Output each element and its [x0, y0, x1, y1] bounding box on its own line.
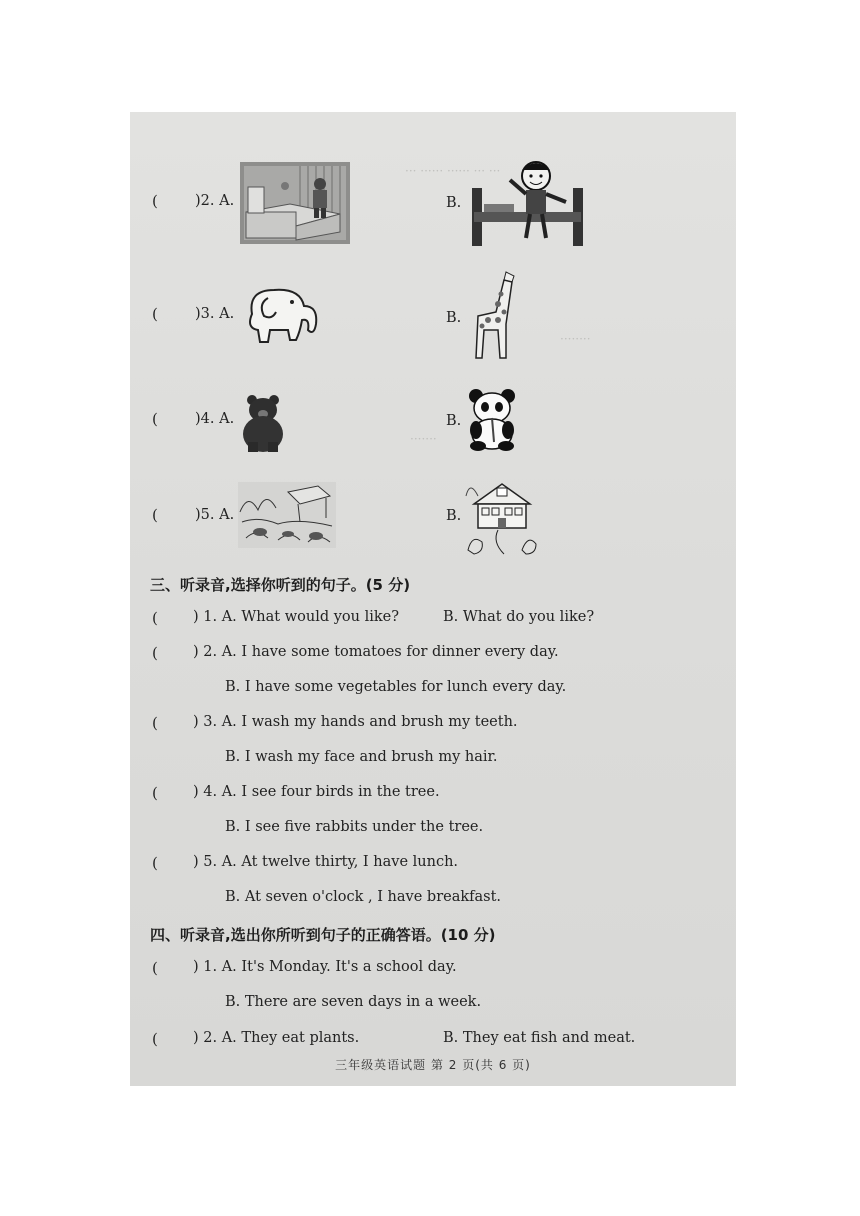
answer-paren[interactable]: (: [152, 192, 158, 210]
question-1-option-b: B. What do you like?: [443, 609, 595, 625]
question-4-option-a: ) 4. A. I see four birds in the tree.: [193, 784, 440, 800]
item-number: )5. A.: [195, 507, 235, 523]
answer-paren[interactable]: (: [152, 305, 158, 323]
question-3-option-b: B. I wash my face and brush my hair.: [225, 749, 498, 765]
bleed-through: ········: [560, 332, 591, 346]
question-1-option-a: ) 1. A. What would you like?: [193, 609, 400, 625]
section-3-heading: 三、听录音,选择你听到的句子。(5 分): [150, 576, 411, 594]
item-number: )2. A.: [195, 193, 235, 209]
panda-picture: [464, 388, 520, 452]
question-3-option-a: ) 3. A. I wash my hands and brush my teeth.: [193, 714, 518, 730]
boy-waking-up-picture: [470, 158, 585, 248]
farm-park-picture: [238, 482, 336, 548]
answer-paren[interactable]: (: [152, 854, 158, 872]
response-1-option-b: B. There are seven days in a week.: [225, 994, 482, 1010]
bear-picture: [238, 394, 288, 454]
response-1-option-a: ) 1. A. It's Monday. It's a school day.: [193, 959, 457, 975]
answer-paren[interactable]: (: [152, 410, 158, 428]
answer-paren[interactable]: (: [152, 609, 158, 627]
option-b-label: B.: [446, 195, 462, 211]
item-number: )4. A.: [195, 411, 235, 427]
answer-paren[interactable]: (: [152, 784, 158, 802]
answer-paren[interactable]: (: [152, 1030, 158, 1048]
question-5-option-b: B. At seven o'clock , I have breakfast.: [225, 889, 502, 905]
question-5-option-a: ) 5. A. At twelve thirty, I have lunch.: [193, 854, 459, 870]
exam-page: [130, 112, 736, 1086]
response-2-option-b: B. They eat fish and meat.: [443, 1030, 636, 1046]
answer-paren[interactable]: (: [152, 506, 158, 524]
question-2-option-a: ) 2. A. I have some tomatoes for dinner every day.: [193, 644, 559, 660]
option-b-label: B.: [446, 413, 462, 429]
bleed-through: ·······: [410, 432, 437, 446]
bleed-through: ··· ······ ······ ··· ···: [405, 164, 501, 178]
answer-paren[interactable]: (: [152, 714, 158, 732]
answer-paren[interactable]: (: [152, 959, 158, 977]
option-b-label: B.: [446, 508, 462, 524]
question-4-option-b: B. I see five rabbits under the tree.: [225, 819, 484, 835]
page-footer: 三年级英语试题 第 2 页(共 6 页): [335, 1058, 531, 1072]
elephant-picture: [238, 284, 320, 350]
option-b-label: B.: [446, 310, 462, 326]
answer-paren[interactable]: (: [152, 644, 158, 662]
response-2-option-a: ) 2. A. They eat plants.: [193, 1030, 360, 1046]
item-number: )3. A.: [195, 306, 235, 322]
school-picture: [464, 476, 540, 558]
section-4-heading: 四、听录音,选出你所听到句子的正确答语。(10 分): [150, 926, 496, 944]
bedroom-picture: [240, 162, 350, 244]
giraffe-picture: [468, 268, 528, 364]
question-2-option-b: B. I have some vegetables for lunch every day.: [225, 679, 567, 695]
